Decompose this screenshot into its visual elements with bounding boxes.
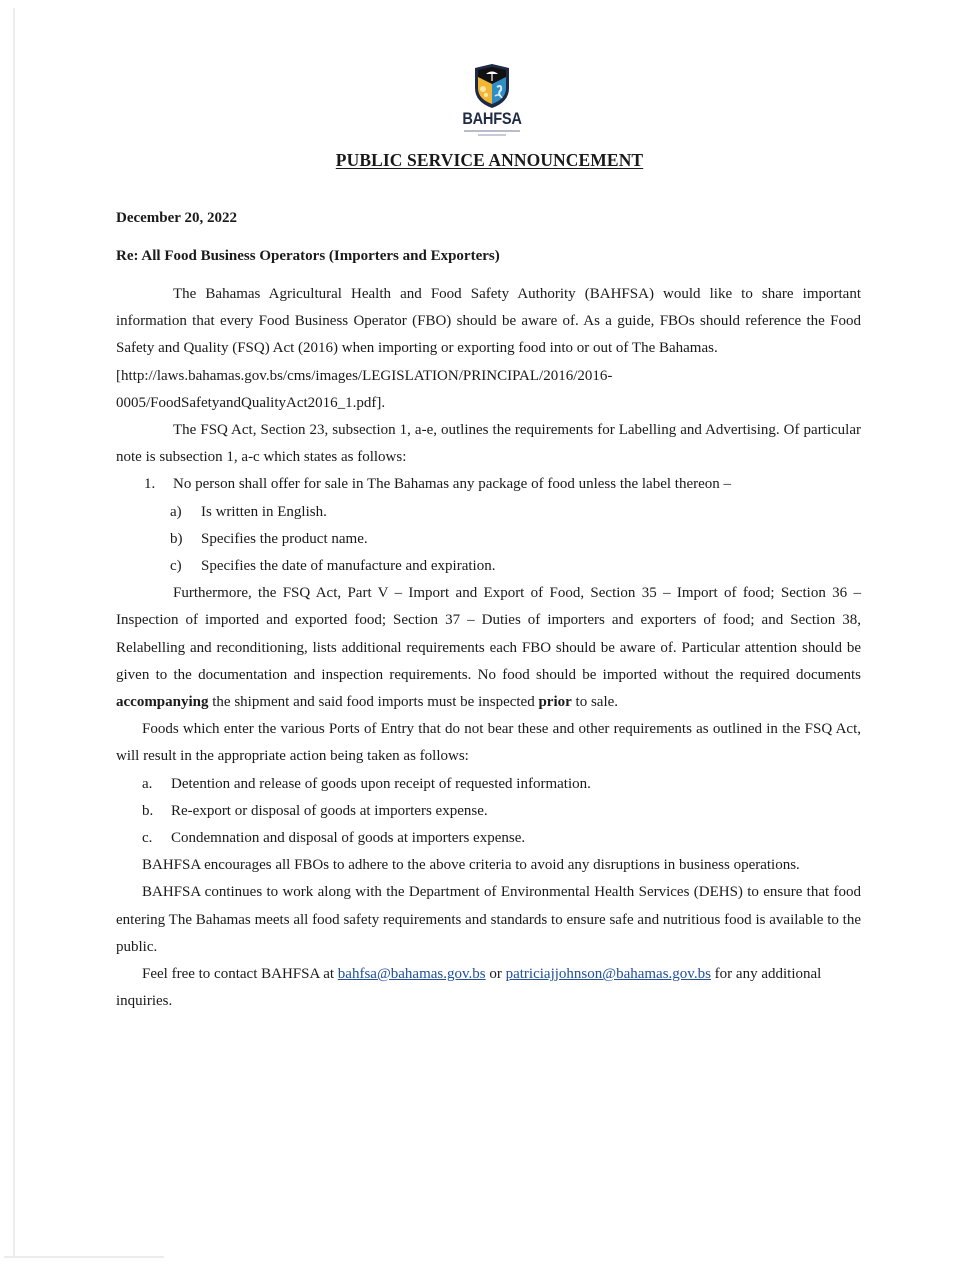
email-link-bahfsa[interactable]: bahfsa@bahamas.gov.bs — [337, 966, 486, 983]
list-text: No person shall offer for sale in The Bahamas any package of food unless the label thereon – — [173, 476, 732, 493]
logo-tagline — [464, 130, 520, 132]
bahfsa-logo — [456, 62, 528, 136]
logo-wordmark: BAHFSA — [462, 109, 522, 128]
encourages-paragraph: BAHFSA encourages all FBOs to adhere to the above criteria to avoid any disruptions in business operations. — [142, 857, 800, 874]
page-edge-vertical — [13, 8, 15, 1258]
list-marker: 1. — [144, 476, 156, 493]
announcement-body — [116, 207, 861, 1015]
labelling-item: a) Is written in English. — [170, 503, 327, 520]
action-item: c. Condemnation and disposal of goods at importers expense. — [142, 830, 526, 847]
shield-emblem-icon — [472, 62, 512, 110]
labelling-item: c) Specifies the date of manufacture and expiration. — [170, 558, 496, 575]
action-item: b. Re-export or disposal of goods at importers expense. — [142, 802, 488, 819]
page-edge-horizontal — [4, 1256, 164, 1258]
labelling-item: b) Specifies the product name. — [170, 530, 368, 547]
intro-paragraph: The Bahamas Agricultural Health and Food Safety Authority (BAHFSA) would like to share important information that every Food Business Operator (FBO) should be aware of. As a guide, FBOs should reference the Food Safety and Quality (FSQ) Act (2016) when importing or exporting food into or out of The Bahamas. [http://laws.bahamas.gov.bs/cms/images/LEGISLATION/PRINCIPAL/2016/2016- 0005/FoodSafetyandQualityAct2016_1.pdf]. — [116, 286, 861, 411]
continues-paragraph: BAHFSA continues to work along with the Department of Environmental Health Services (DEHS) to ensure that food entering The Bahamas meets all food safety requirements and standards to ensure safe and nutritious food is available to the public. — [116, 884, 861, 955]
labelling-requirement — [116, 471, 861, 498]
subject-line: Re: All Food Business Operators (Importers and Exporters) — [116, 248, 500, 264]
furthermore-paragraph: Furthermore, the FSQ Act, Part V – Import and Export of Food, Section 35 – Import of food; Section 36 – Inspection of imported and exported food; Section 37 – Duties of importers and exporters of food; and Section 38, Relabelling and reconditioning, lists additional requirements each FBO should be aware of. Particular attention should be given to the documentation and inspection requirements. No food should be imported without the required documents accompanying the shipment and said food imports must be inspected prior to sale. — [116, 585, 861, 711]
logo-tagline-2 — [478, 134, 506, 136]
email-link-patricia[interactable]: patriciajjohnson@bahamas.gov.bs — [505, 966, 711, 983]
page-title: PUBLIC SERVICE ANNOUNCEMENT — [335, 150, 644, 170]
legislation-url-cont: 0005/FoodSafetyandQualityAct2016_1.pdf]. — [116, 394, 386, 411]
action-item: a. Detention and release of goods upon receipt of requested information. — [142, 775, 591, 792]
foods-paragraph: Foods which enter the various Ports of Entry that do not bear these and other requirements as outlined in the FSQ Act, will result in the appropriate action being taken as follows: — [116, 721, 861, 765]
legislation-url: [http://laws.bahamas.gov.bs/cms/images/LEGISLATION/PRINCIPAL/2016/2016- — [116, 367, 613, 384]
announcement-date: December 20, 2022 — [116, 210, 237, 226]
contact-paragraph: Feel free to contact BAHFSA at bahfsa@bahamas.gov.bs or patriciajjohnson@bahamas.gov.bs for any additional inquiries. — [116, 966, 822, 1010]
section23-paragraph: The FSQ Act, Section 23, subsection 1, a-e, outlines the requirements for Labelling and Advertising. Of particular note is subsection 1, a-c which states as follows: — [116, 422, 861, 466]
